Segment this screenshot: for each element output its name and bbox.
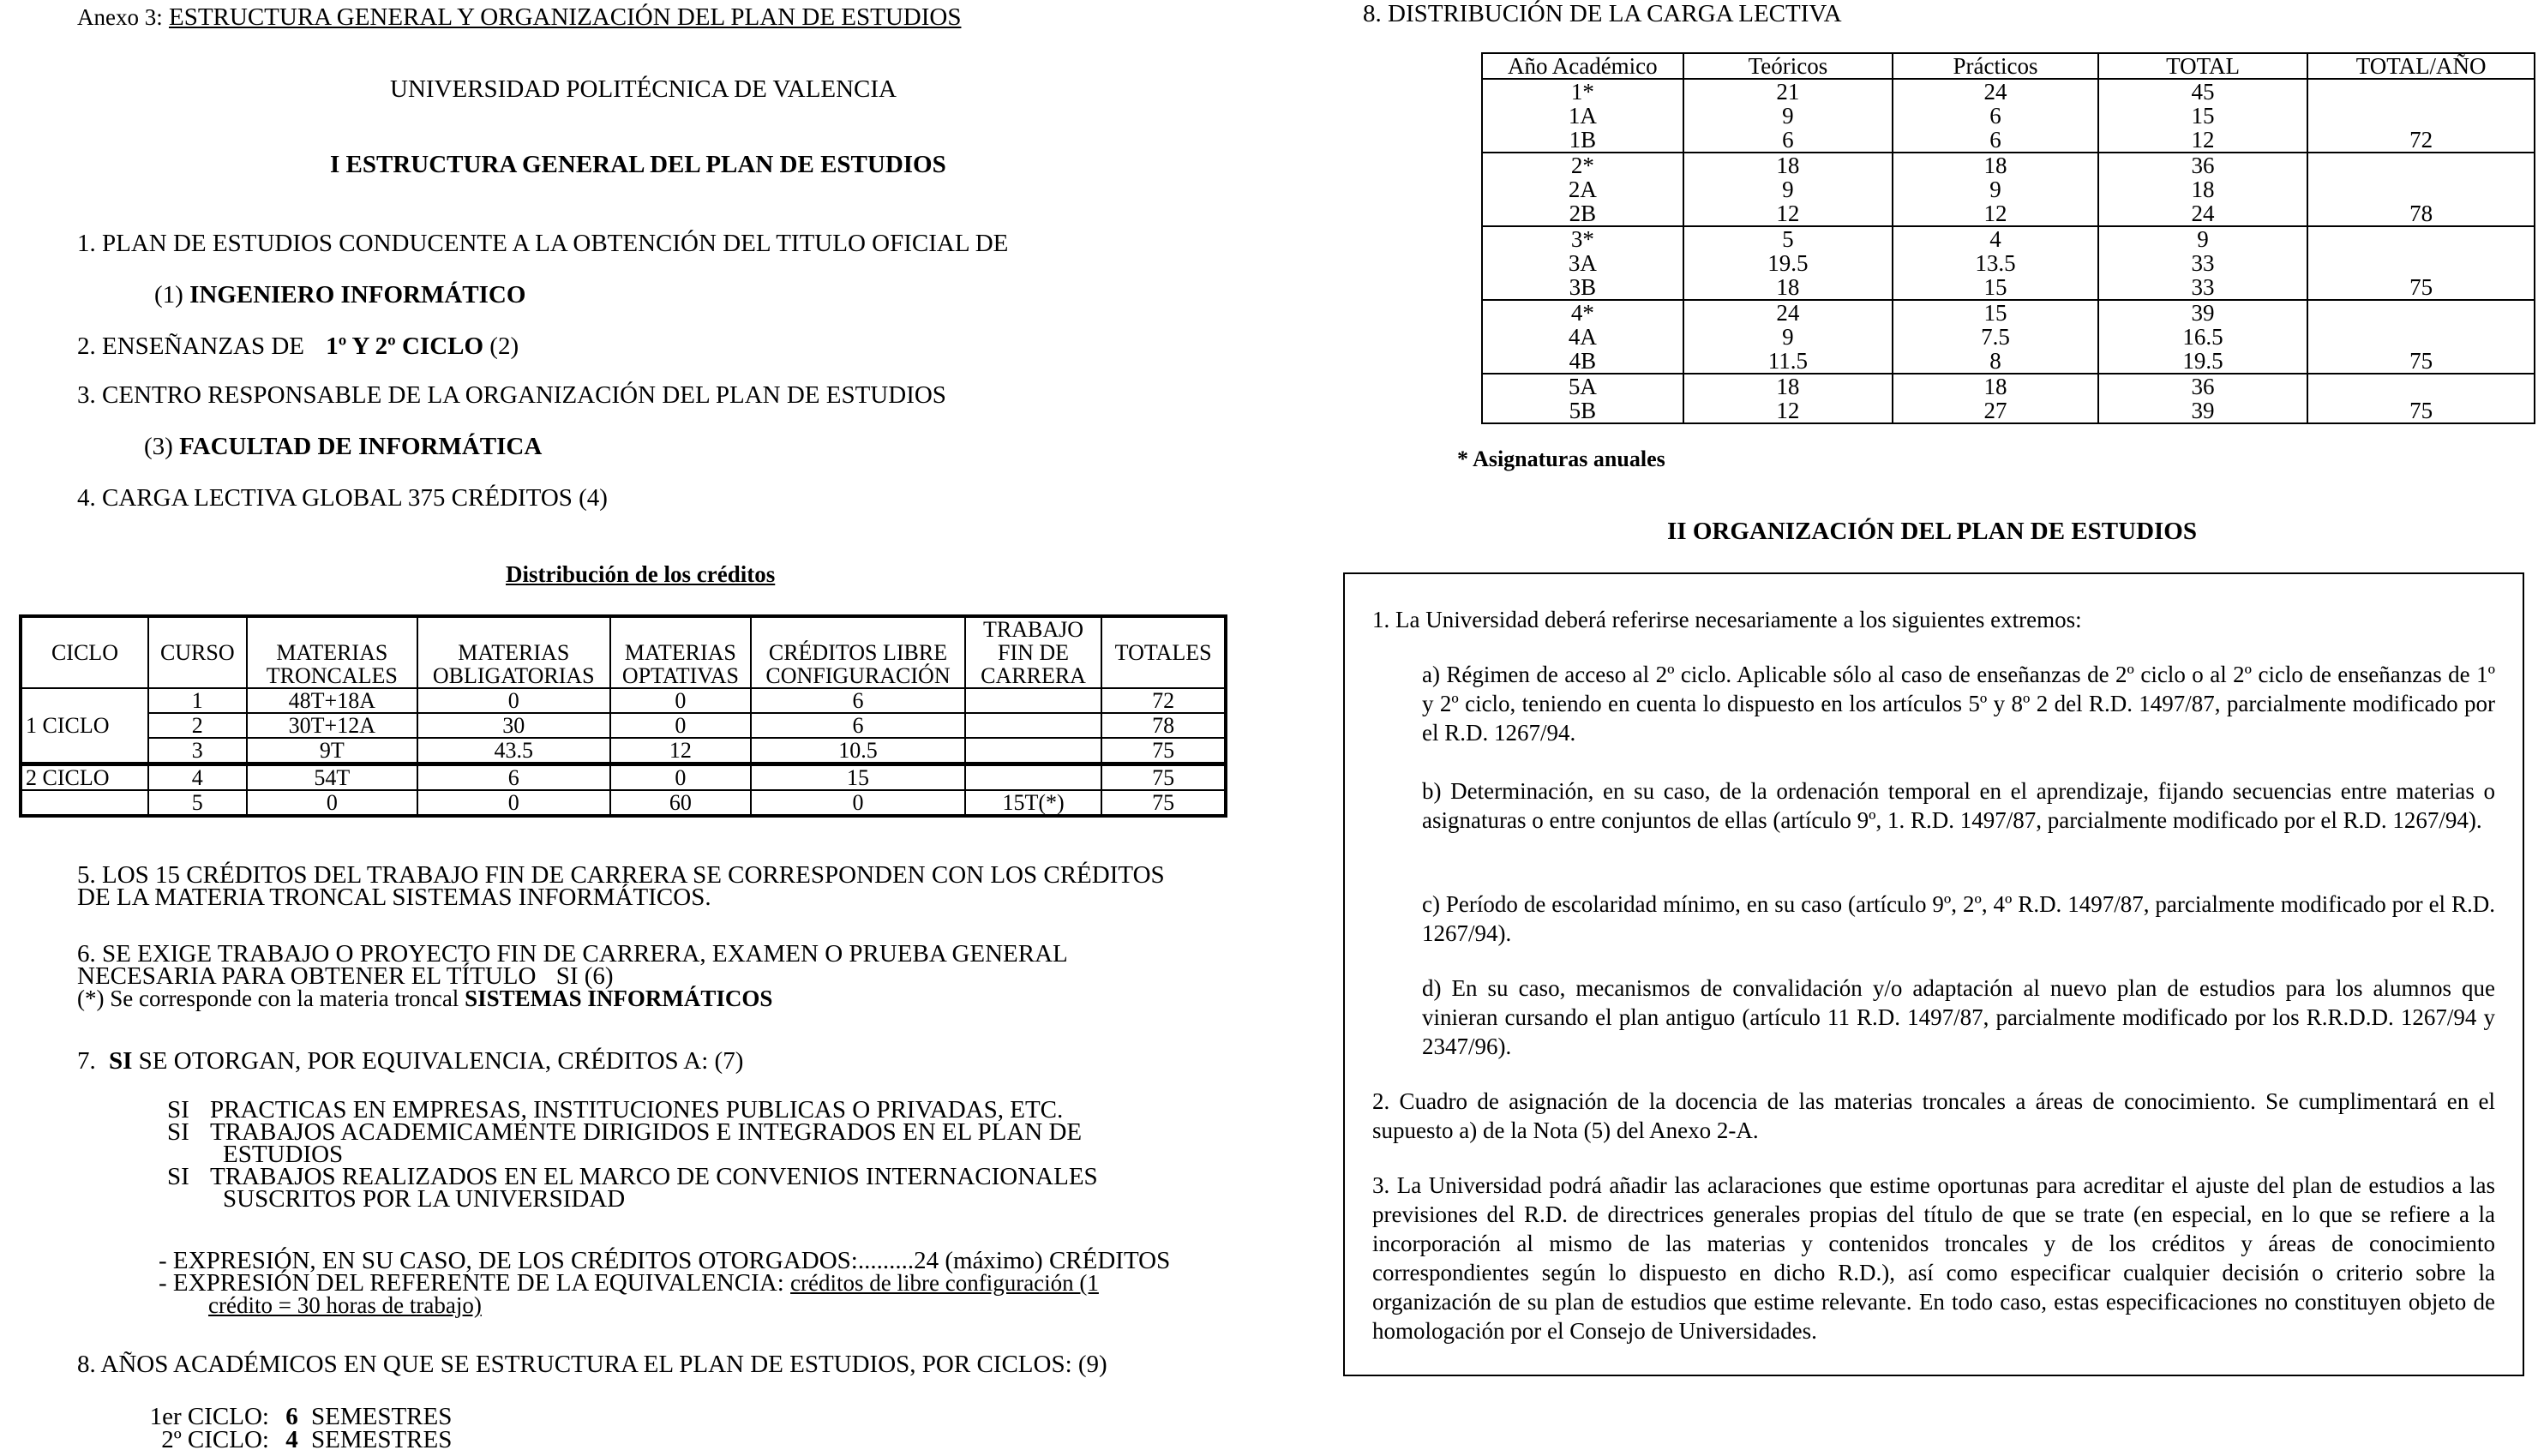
table-cell: 6 [1893,104,2098,128]
table-cell: 43.5 [417,738,610,764]
table-cell: 18 [1683,275,1893,300]
total-year-cell: 75 [2307,374,2535,423]
item7-expr2-u2: crédito = 30 horas de trabajo) [208,1292,482,1318]
item7-line: TRABAJOS REALIZADOS EN EL MARCO DE CONVENIOS INTERNACIONALES [210,1163,1098,1190]
item6-note-bold: SISTEMAS INFORMÁTICOS [465,986,773,1011]
year-cell: 1A [1482,104,1683,128]
table-cell: 48T+18A [247,688,417,713]
cycle-label: 1er CICLO: [149,1403,269,1430]
item7-line: PRACTICAS EN EMPRESAS, INSTITUCIONES PUBLICAS O PRIVADAS, ETC. [210,1096,1064,1123]
table-cell: 21 [1683,79,1893,104]
table-cell: 72 [1101,688,1226,713]
table-cell: 54T [247,764,417,791]
item7-line: TRABAJOS ACADEMICAMENTE DIRIGIDOS E INTEGRADOS EN EL PLAN DE [210,1118,1083,1146]
list-item [144,1405,452,1429]
col-header: CURSO [148,616,247,688]
item7-list [167,1096,1098,1213]
organization-box [1343,572,2524,1376]
cycle-value: 6 [285,1403,298,1430]
item7-mark: SI [167,1118,189,1146]
item7-expr2-u1: créditos de libre configuración (1 [790,1270,1099,1296]
col-header: TOTAL [2098,53,2308,79]
year-cell: 1* [1482,79,1683,104]
item1-ref: (1) [154,281,183,309]
item6-line2-wrap [77,962,1068,990]
table-cell: 6 [1893,128,2098,153]
table-row [1482,79,2535,104]
table-cell: 7.5 [1893,325,2098,349]
table-cell: 24 [1893,79,2098,104]
table-cell: 15 [1893,300,2098,325]
section2-title: II ORGANIZACIÓN DEL PLAN DE ESTUDIOS [1667,518,2197,545]
table-cell: 5 [148,790,247,816]
table-cell: 10.5 [751,738,965,764]
cycles-list [144,1405,452,1452]
table-cell: 9 [1893,177,2098,201]
table-cell [21,790,148,816]
table-cell: 78 [1101,713,1226,738]
item6-note-prefix: (*) Se corresponde con la materia troncal [77,986,459,1011]
table-cell: 18 [1683,153,1893,177]
table-cell: 6 [1683,128,1893,153]
annex-heading [77,3,961,32]
col-header: MATERIAS OPTATIVAS [610,616,752,688]
table-cell: 15 [751,764,965,791]
cycle-unit: SEMESTRES [311,1403,453,1430]
table-cell: 0 [610,713,752,738]
table-cell: 75 [1101,764,1226,791]
table-cell: 1 [148,688,247,713]
table-cell: 27 [1893,398,2098,423]
item7-si: SI [109,1047,133,1075]
item4-text: 4. CARGA LECTIVA GLOBAL 375 CRÉDITOS (4) [77,484,608,512]
item2-line [77,333,519,361]
table-cell: 6 [751,688,965,713]
table-cell: 18 [2098,177,2308,201]
item2-label: 2. ENSEÑANZAS DE [77,333,305,360]
item5-line2: DE LA MATERIA TRONCAL SISTEMAS INFORMÁTICOS. [77,884,711,911]
table-row [1482,226,2535,251]
annex-title: ESTRUCTURA GENERAL Y ORGANIZACIÓN DEL PLAN DE ESTUDIOS [168,3,962,31]
table-row [21,764,1226,791]
cycle-cell: 2 CICLO [21,764,148,791]
table-cell: 12 [1683,201,1893,226]
org-pa: a) Régimen de acceso al 2º ciclo. Aplicable sólo al caso de enseñanzas de 2º ciclo o al 2º ciclo de enseñanzas de 1º y 2º ciclo, teniendo en cuenta lo dispuesto en los artículos 5º y 8º 2 del R.D. 1497/87, parcialmente modificado por el R.D. 1267/94. [1422,662,2495,746]
item7-expr1: - EXPRESIÓN, EN SU CASO, DE LOS CRÉDITOS OTORGADOS:.........24 (máximo) CRÉDITOS [159,1247,1171,1274]
credits-header-row [21,616,1226,688]
table-cell: 12 [1893,201,2098,226]
table-cell: 9 [1683,104,1893,128]
table-row [21,790,1226,816]
item7-mark: SI [167,1163,189,1190]
item6 [77,940,1068,1011]
table-cell: 30 [417,713,610,738]
item6-note [77,987,1068,1010]
table-cell: 0 [417,790,610,816]
table-cell: 5 [1683,226,1893,251]
item7-expr2-prefix: - EXPRESIÓN DEL REFERENTE DE LA EQUIVALENCIA: [159,1269,784,1297]
org-p1: 1. La Universidad deberá referirse necesariamente a los siguientes extremos: [1372,607,2082,632]
table-cell: 16.5 [2098,325,2308,349]
item1-text: 1. PLAN DE ESTUDIOS CONDUCENTE A LA OBTENCIÓN DEL TITULO OFICIAL DE [77,230,1009,257]
table-cell: 75 [1101,790,1226,816]
col-header: Año Académico [1482,53,1683,79]
item1-value: INGENIERO INFORMÁTICO [189,281,526,309]
year-cell: 2B [1482,201,1683,226]
col-header: Teóricos [1683,53,1893,79]
table-cell: 11.5 [1683,349,1893,374]
table-cell: 12 [1683,398,1893,423]
table-cell: 9 [2098,226,2308,251]
table-cell: 0 [247,790,417,816]
table-cell: 12 [2098,128,2308,153]
credits-title: Distribución de los créditos [506,561,776,587]
year-cell: 5A [1482,374,1683,398]
year-cell: 4A [1482,325,1683,349]
item7-expr2-wrap [159,1269,1170,1297]
section8-title: 8. DISTRIBUCIÓN DE LA CARGA LECTIVA [1363,0,1842,27]
table-cell: 18 [1893,374,2098,398]
table-cell: 0 [610,688,752,713]
col-header: CRÉDITOS LIBRE CONFIGURACIÓN [751,616,965,688]
year-cell: 1B [1482,128,1683,153]
org-pc: c) Período de escolaridad mínimo, en su caso (artículo 9º, 2º, 4º R.D. 1497/87, parcialmente modificado por el R.D. 1267/94). [1422,891,2495,946]
section1-title: I ESTRUCTURA GENERAL DEL PLAN DE ESTUDIOS [330,151,946,178]
table-cell: 13.5 [1893,251,2098,275]
table-cell [965,713,1102,738]
item8-text: 8. AÑOS ACADÉMICOS EN QUE SE ESTRUCTURA EL PLAN DE ESTUDIOS, POR CICLOS: (9) [77,1351,1107,1378]
table-row [21,738,1226,764]
university-name: UNIVERSIDAD POLITÉCNICA DE VALENCIA [390,75,897,103]
total-year-cell: 78 [2307,153,2535,226]
year-cell: 5B [1482,398,1683,423]
cycle-label: 2º CICLO: [161,1426,269,1453]
year-cell: 2A [1482,177,1683,201]
table-cell: 12 [610,738,752,764]
item7-line-cont: SUSCRITOS POR LA UNIVERSIDAD [223,1185,626,1213]
org-p3: 3. La Universidad podrá añadir las aclaraciones que estime oportunas para acreditar el ajuste del plan de estudios a las previsiones del R.D. de directrices generales propias del título de que se trate (en especial, en lo que se refiere a la incorporación al mismo de las materias y contenidos troncales y de los créditos y áreas de conocimiento correspondientes según lo dispuesto en dicho R.D.), así como especificar cualquier decisión o criterio sobre la organización de su plan de estudios que estime relevante. En todo caso, estas especificaciones no constituyen objeto de homologación por el Consejo de Universidades. [1372,1172,2495,1344]
table-cell [965,738,1102,764]
item3-ref: (3) [144,433,173,460]
item5 [77,861,1165,911]
table-cell: 24 [2098,201,2308,226]
year-cell: 3B [1482,275,1683,300]
item6-answer: SI (6) [555,962,614,990]
table-cell: 0 [610,764,752,791]
table-cell: 15 [1893,275,2098,300]
item7-heading [77,1047,743,1076]
table-cell: 4 [1893,226,2098,251]
org-pd: d) En su caso, mecanismos de convalidación y/o adaptación al nuevo plan de estudios para los alumnos que vinieran cursando el plan antiguo (artículo 11 R.D. 1497/87, parcialmente modificado por los R.R.D.D. 1267/94 y 2347/96). [1422,975,2495,1059]
table-cell: 33 [2098,275,2308,300]
item3-text: 3. CENTRO RESPONSABLE DE LA ORGANIZACIÓN DEL PLAN DE ESTUDIOS [77,381,946,409]
item2-value: 1º Y 2º CICLO [326,333,484,360]
total-year-cell: 72 [2307,79,2535,153]
year-cell: 4* [1482,300,1683,325]
table-row [1482,374,2535,398]
table-cell: 75 [1101,738,1226,764]
table-cell: 6 [417,764,610,791]
table-row [1482,153,2535,177]
table-cell: 18 [1683,374,1893,398]
table-cell: 8 [1893,349,2098,374]
total-year-cell: 75 [2307,226,2535,300]
item7-text: SE OTORGAN, POR EQUIVALENCIA, CRÉDITOS A: (7) [138,1047,744,1075]
item7-expressions [159,1249,1170,1316]
table-cell: 4 [148,764,247,791]
cycle-value: 4 [285,1426,298,1453]
item5-line1: 5. LOS 15 CRÉDITOS DEL TRABAJO FIN DE CARRERA SE CORRESPONDEN CON LOS CRÉDITOS [77,861,1165,889]
year-cell: 4B [1482,349,1683,374]
table-row [1482,300,2535,325]
item6-line1: 6. SE EXIGE TRABAJO O PROYECTO FIN DE CARRERA, EXAMEN O PRUEBA GENERAL [77,940,1068,968]
table-cell: 9 [1683,177,1893,201]
col-header: MATERIAS OBLIGATORIAS [417,616,610,688]
col-header: TOTAL/AÑO [2307,53,2535,79]
table-cell [965,688,1102,713]
col-header: MATERIAS TRONCALES [247,616,417,688]
table-cell: 2 [148,713,247,738]
item7-line-cont: ESTUDIOS [223,1141,344,1168]
table-row [21,688,1226,713]
table-cell: 19.5 [2098,349,2308,374]
col-header: CICLO [21,616,148,688]
table-cell [965,764,1102,791]
table-cell: 60 [610,790,752,816]
table-cell: 45 [2098,79,2308,104]
table-cell: 6 [751,713,965,738]
total-year-cell: 75 [2307,300,2535,374]
table-cell: 24 [1683,300,1893,325]
year-cell: 3* [1482,226,1683,251]
table-cell: 19.5 [1683,251,1893,275]
table-cell: 15T(*) [965,790,1102,816]
table-cell: 0 [417,688,610,713]
table-cell: 3 [148,738,247,764]
table-cell: 9T [247,738,417,764]
annual-note: * Asignaturas anuales [1457,446,1665,471]
org-p2: 2. Cuadro de asignación de la docencia de las materias troncales a áreas de conocimiento. Se cumplimentará en el supuesto a) de la Nota (5) del Anexo 2-A. [1372,1088,2495,1143]
list-item [144,1426,453,1453]
item3-value-line [144,433,542,461]
item7-num: 7. [77,1047,96,1075]
table-row [21,713,1226,738]
annex-prefix: Anexo 3: [77,4,163,30]
credits-table [19,614,1227,818]
col-header: Prácticos [1893,53,2098,79]
item3-value: FACULTAD DE INFORMÁTICA [179,433,543,460]
load-header-row [1482,53,2535,79]
org-pb: b) Determinación, en su caso, de la ordenación temporal en el aprendizaje, fijando secuencias entre materias o asignaturas o entre conjuntos de ellas (artículo 9º, 1. R.D. 1497/87, parcialmente modificado por el R.D. 1267/94). [1422,778,2495,833]
table-cell: 36 [2098,374,2308,398]
table-cell: 33 [2098,251,2308,275]
year-cell: 3A [1482,251,1683,275]
load-table [1481,52,2535,424]
item6-line2: NECESARIA PARA OBTENER EL TÍTULO [77,962,537,990]
table-cell: 39 [2098,398,2308,423]
table-cell: 15 [2098,104,2308,128]
list-item [167,1118,1098,1168]
list-item [167,1163,1098,1213]
item1-value-line [154,281,525,309]
item2-ref: (2) [489,333,519,360]
table-cell: 39 [2098,300,2308,325]
cycle-cell: 1 CICLO [21,688,148,764]
table-cell: 36 [2098,153,2308,177]
col-header: TOTALES [1101,616,1226,688]
table-cell: 0 [751,790,965,816]
table-cell: 18 [1893,153,2098,177]
col-header: TRABAJO FIN DE CARRERA [965,616,1102,688]
table-cell: 30T+12A [247,713,417,738]
cycle-unit: SEMESTRES [311,1426,453,1453]
table-cell: 9 [1683,325,1893,349]
item7-mark: SI [167,1096,189,1123]
year-cell: 2* [1482,153,1683,177]
